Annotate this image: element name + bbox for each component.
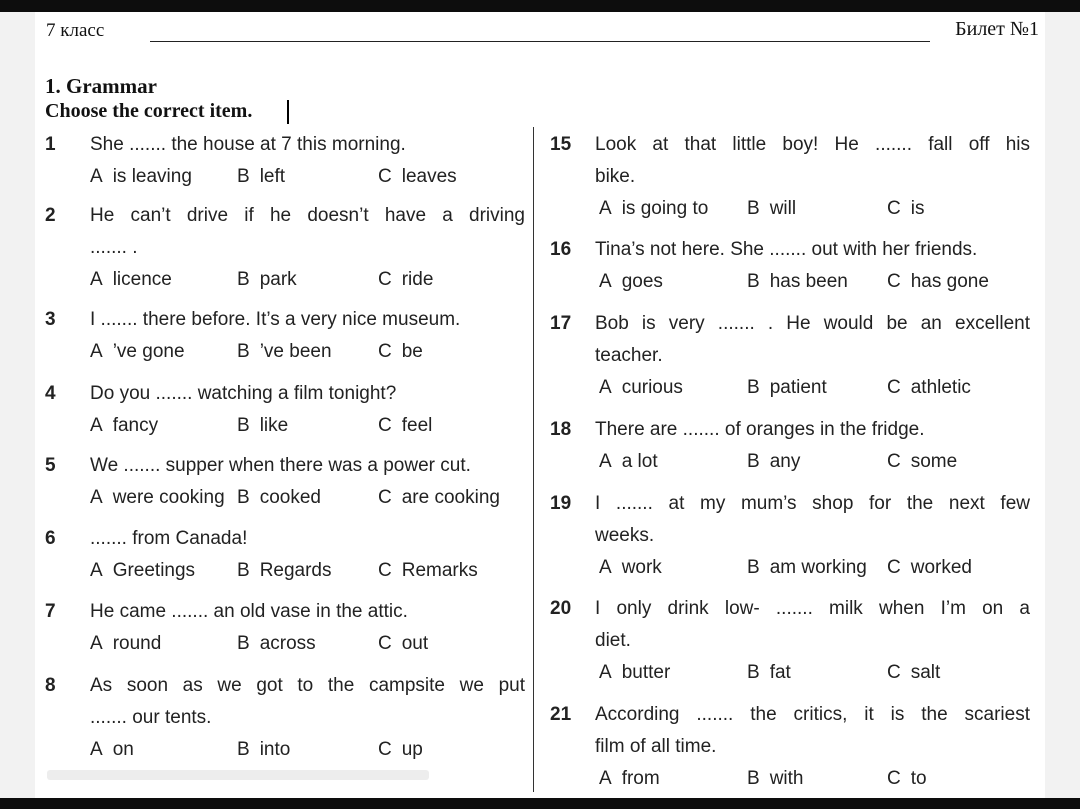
option-letter: A — [90, 166, 103, 187]
question-text: I only drink low- ....... milk when I’m on a — [595, 598, 1030, 619]
question-number: 5 — [45, 455, 56, 476]
question-18 — [550, 414, 1030, 478]
option-letter: C — [378, 633, 392, 654]
question-text: He can’t drive if he doesn’t have a driving — [90, 205, 525, 226]
option-a[interactable] — [90, 264, 172, 296]
option-text: is — [910, 198, 925, 219]
question-2 — [45, 200, 525, 296]
option-letter: B — [747, 662, 760, 683]
option-letter: A — [599, 662, 612, 683]
option-c[interactable] — [378, 336, 423, 368]
option-text: into — [259, 739, 291, 760]
question-4 — [45, 378, 525, 442]
option-letter: B — [747, 198, 760, 219]
question-number: 3 — [45, 309, 56, 330]
ticket-label: Билет №1 — [955, 18, 1039, 40]
option-letter: A — [599, 557, 612, 578]
option-letter: C — [378, 560, 392, 581]
option-letter: C — [378, 341, 392, 362]
option-c[interactable] — [378, 410, 432, 442]
question-text: ....... from Canada! — [90, 528, 248, 549]
option-letter: A — [90, 633, 103, 654]
option-a[interactable] — [90, 628, 161, 660]
option-b[interactable] — [747, 372, 827, 404]
option-letter: A — [599, 451, 612, 472]
question-text-line2: ....... . — [90, 237, 138, 258]
option-text: worked — [910, 557, 972, 578]
option-letter: C — [887, 768, 901, 789]
question-20 — [550, 593, 1030, 689]
question-number: 1 — [45, 134, 56, 155]
option-text: were cooking — [112, 487, 225, 508]
bottom-black-border — [0, 798, 1080, 809]
option-b[interactable] — [237, 410, 288, 442]
option-text: Greetings — [112, 560, 196, 581]
option-letter: A — [599, 768, 612, 789]
option-letter: C — [887, 198, 901, 219]
option-letter: C — [378, 487, 392, 508]
option-b[interactable] — [747, 266, 848, 298]
question-5 — [45, 450, 525, 514]
question-number: 16 — [550, 239, 572, 260]
option-text: across — [259, 633, 316, 654]
instruction-text: Choose the correct item. — [45, 100, 253, 122]
option-text: licence — [112, 269, 172, 290]
option-a[interactable] — [599, 657, 670, 689]
option-text: feel — [401, 415, 433, 436]
option-letter: A — [90, 487, 103, 508]
option-letter: C — [378, 739, 392, 760]
option-letter: C — [887, 557, 901, 578]
option-text: park — [259, 269, 297, 290]
option-text: any — [769, 451, 801, 472]
option-letter: B — [237, 269, 250, 290]
question-text: Tina’s not here. She ....... out with her friends. — [595, 239, 978, 260]
option-text: some — [910, 451, 958, 472]
option-text: curious — [621, 377, 683, 398]
option-text: patient — [769, 377, 827, 398]
option-c[interactable] — [887, 552, 972, 584]
option-text: cooked — [259, 487, 321, 508]
question-16 — [550, 234, 1030, 298]
option-a[interactable] — [599, 552, 662, 584]
option-text: work — [621, 557, 662, 578]
option-b[interactable] — [237, 161, 285, 193]
question-8 — [45, 670, 525, 766]
question-text: There are ....... of oranges in the fridge. — [595, 419, 925, 440]
question-text-line2: teacher. — [595, 345, 663, 366]
option-b[interactable] — [237, 264, 297, 296]
option-text: fancy — [112, 415, 159, 436]
option-a[interactable] — [599, 372, 683, 404]
option-letter: B — [237, 739, 250, 760]
option-text: be — [401, 341, 423, 362]
question-text: He came ....... an old vase in the attic. — [90, 601, 408, 622]
column-divider — [533, 127, 534, 792]
question-number: 21 — [550, 704, 572, 725]
question-3 — [45, 304, 525, 368]
option-a[interactable] — [599, 193, 708, 225]
option-text: left — [259, 166, 286, 187]
option-letter: A — [90, 269, 103, 290]
question-number: 2 — [45, 205, 56, 226]
option-letter: B — [747, 377, 760, 398]
option-c[interactable] — [378, 482, 500, 514]
option-a[interactable] — [90, 555, 195, 587]
option-b[interactable] — [237, 628, 316, 660]
question-21 — [550, 699, 1030, 795]
question-text: As soon as we got to the campsite we put — [90, 675, 525, 696]
option-letter: C — [378, 269, 392, 290]
option-text: Remarks — [401, 560, 478, 581]
option-text: with — [769, 768, 804, 789]
option-letter: B — [237, 415, 250, 436]
option-text: goes — [621, 271, 663, 292]
option-text: fat — [769, 662, 791, 683]
option-c[interactable] — [887, 372, 971, 404]
question-text: Look at that little boy! He ....... fall off his — [595, 134, 1030, 155]
option-letter: B — [747, 451, 760, 472]
option-text: athletic — [910, 377, 971, 398]
option-letter: C — [887, 377, 901, 398]
question-17 — [550, 308, 1030, 404]
option-text: butter — [621, 662, 671, 683]
option-a[interactable] — [599, 446, 658, 478]
option-letter: A — [599, 377, 612, 398]
section-title: 1. Grammar — [45, 74, 157, 98]
option-b[interactable] — [747, 763, 803, 795]
option-letter: B — [237, 341, 250, 362]
option-text: out — [401, 633, 429, 654]
option-c[interactable] — [887, 446, 957, 478]
question-number: 17 — [550, 313, 572, 334]
question-number: 18 — [550, 419, 572, 440]
option-c[interactable] — [378, 734, 423, 766]
question-text-line2: ....... our tents. — [90, 707, 212, 728]
option-letter: B — [747, 271, 760, 292]
option-text: from — [621, 768, 660, 789]
option-text: leaves — [401, 166, 457, 187]
option-text: is leaving — [112, 166, 192, 187]
question-1 — [45, 129, 525, 193]
question-text: Do you ....... watching a film tonight? — [90, 383, 397, 404]
header-rule — [150, 41, 930, 42]
right-margin — [1045, 12, 1080, 798]
option-text: will — [769, 198, 797, 219]
option-letter: B — [747, 768, 760, 789]
option-c[interactable] — [887, 266, 989, 298]
option-text: are cooking — [401, 487, 500, 508]
option-c[interactable] — [887, 763, 927, 795]
question-text-line2: bike. — [595, 166, 636, 187]
option-b[interactable] — [747, 193, 796, 225]
option-text: to — [910, 768, 927, 789]
option-text: ’ve been — [259, 341, 332, 362]
option-c[interactable] — [378, 161, 457, 193]
option-b[interactable] — [237, 336, 332, 368]
option-b[interactable] — [747, 657, 791, 689]
question-number: 8 — [45, 675, 56, 696]
option-letter: A — [90, 739, 103, 760]
question-text: Bob is very ....... . He would be an excellent — [595, 313, 1030, 334]
option-c[interactable] — [378, 628, 428, 660]
option-text: has been — [769, 271, 848, 292]
option-letter: C — [887, 662, 901, 683]
question-19 — [550, 488, 1030, 584]
question-number: 15 — [550, 134, 572, 155]
option-letter: A — [90, 560, 103, 581]
question-6 — [45, 523, 525, 587]
option-letter: A — [599, 198, 612, 219]
option-text: salt — [910, 662, 941, 683]
option-b[interactable] — [237, 482, 321, 514]
question-7 — [45, 596, 525, 660]
question-text-line2: diet. — [595, 630, 631, 651]
option-a[interactable] — [90, 410, 158, 442]
option-b[interactable] — [237, 734, 290, 766]
option-letter: C — [887, 451, 901, 472]
question-number: 6 — [45, 528, 56, 549]
option-a[interactable] — [90, 336, 185, 368]
option-c[interactable] — [887, 193, 924, 225]
option-letter: A — [90, 341, 103, 362]
option-a[interactable] — [599, 266, 663, 298]
option-letter: C — [378, 415, 392, 436]
option-letter: B — [237, 487, 250, 508]
question-number: 4 — [45, 383, 56, 404]
question-text-line2: weeks. — [595, 525, 655, 546]
option-text: am working — [769, 557, 867, 578]
question-number: 7 — [45, 601, 56, 622]
option-b[interactable] — [237, 555, 332, 587]
option-text: a lot — [621, 451, 658, 472]
option-c[interactable] — [378, 555, 478, 587]
option-b[interactable] — [747, 552, 867, 584]
option-a[interactable] — [90, 734, 134, 766]
option-text: like — [259, 415, 289, 436]
option-letter: B — [237, 166, 250, 187]
option-a[interactable] — [599, 763, 660, 795]
option-letter: C — [378, 166, 392, 187]
option-a[interactable] — [90, 161, 192, 193]
question-number: 20 — [550, 598, 572, 619]
option-letter: A — [599, 271, 612, 292]
option-a[interactable] — [90, 482, 225, 514]
question-text: I ....... there before. It’s a very nice museum. — [90, 309, 461, 330]
option-c[interactable] — [378, 264, 433, 296]
text-cursor — [287, 100, 289, 124]
question-15 — [550, 129, 1030, 225]
question-text: According ....... the critics, it is the scariest — [595, 704, 1030, 725]
option-text: ride — [401, 269, 434, 290]
horizontal-scrollbar[interactable] — [47, 770, 429, 780]
option-text: has gone — [910, 271, 989, 292]
question-text: She ....... the house at 7 this morning. — [90, 134, 406, 155]
option-text: is going to — [621, 198, 709, 219]
question-text-line2: film of all time. — [595, 736, 717, 757]
option-text: on — [112, 739, 134, 760]
question-text: We ....... supper when there was a power cut. — [90, 455, 471, 476]
question-number: 19 — [550, 493, 572, 514]
option-b[interactable] — [747, 446, 800, 478]
option-letter: B — [237, 633, 250, 654]
option-text: Regards — [259, 560, 332, 581]
grade-label: 7 класс — [46, 20, 105, 41]
top-black-border — [0, 0, 1080, 12]
option-letter: B — [747, 557, 760, 578]
left-margin — [0, 12, 35, 798]
option-letter: C — [887, 271, 901, 292]
option-text: up — [401, 739, 423, 760]
option-letter: A — [90, 415, 103, 436]
option-c[interactable] — [887, 657, 940, 689]
option-text: ’ve gone — [112, 341, 185, 362]
option-letter: B — [237, 560, 250, 581]
worksheet-page — [35, 12, 1045, 798]
option-text: round — [112, 633, 162, 654]
question-text: I ....... at my mum’s shop for the next few — [595, 493, 1030, 514]
